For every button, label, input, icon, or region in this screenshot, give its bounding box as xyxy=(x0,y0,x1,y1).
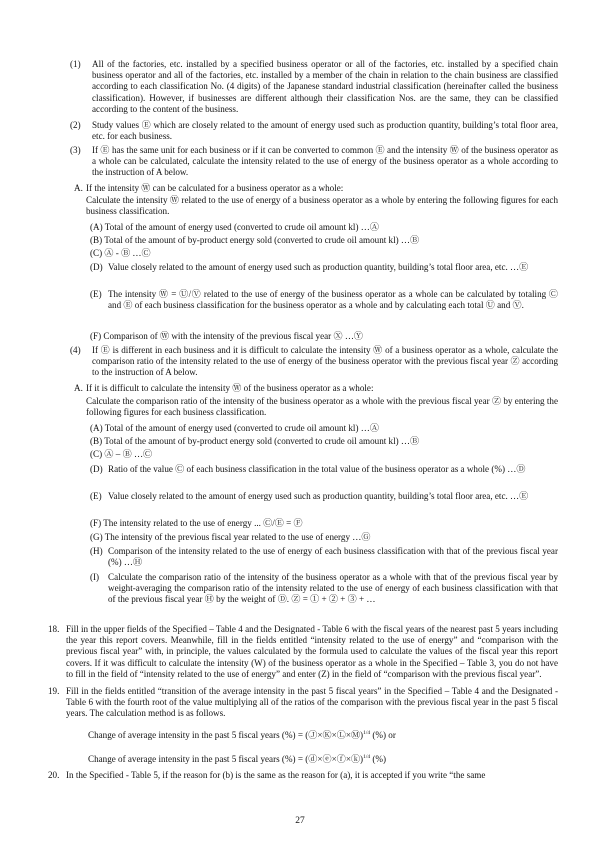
formula-body: (Ⓙ×Ⓚ×Ⓛ×Ⓜ) xyxy=(305,730,364,740)
list-label: (I) xyxy=(90,572,100,582)
subsection-body-4a: Calculate the comparison ratio of the intensity of the business operator as a whole with the previous fiscal year Ⓩ by entering the following figures for each business classification. xyxy=(86,396,558,418)
item-number: 19. xyxy=(48,686,60,696)
formula-2 xyxy=(88,752,558,765)
subsection-heading-4a: If it is difficult to calculate the intensity Ⓦ of the business operator as a whole: xyxy=(86,383,374,393)
list-label: (H) xyxy=(90,546,103,556)
list-item-4-A: (A) Total of the amount of energy used (converted to crude oil amount kl) …Ⓐ xyxy=(90,423,379,433)
formula-1 xyxy=(88,728,558,741)
formula-tail: (%) or xyxy=(370,730,396,740)
formula-body: (ⓓ×ⓔ×ⓕ×ⓚ) xyxy=(305,754,364,764)
list-item-4-C: (C) Ⓐ – Ⓑ …Ⓒ xyxy=(90,449,153,459)
formula-exponent: 1/4 xyxy=(363,754,371,760)
formula-lhs: Change of average intensity in the past 5 fiscal years (%) = xyxy=(88,730,306,740)
formula-exponent: 1/4 xyxy=(363,730,371,736)
list-item-4-E: Value closely related to the amount of energy used such as production quantity, building’s total floor area, etc. …Ⓔ xyxy=(108,491,529,501)
list-label: (D) xyxy=(90,464,103,474)
paragraph-3: If Ⓔ has the same unit for each business or if it can be converted to common Ⓔ and the intensity Ⓦ of the business operator as a whole can be calculated, calculate the intensity related to the use of energy of the business operator as a whole according to the instruction of A below. xyxy=(92,145,558,178)
item-number: (3) xyxy=(70,145,81,155)
paragraph-18: Fill in the upper fields of the Specified – Table 4 and the Designated - Table 6 with the fiscal years of the nearest past 5 years including the year this report covers. Meanwhile, fill in the fields entitled “intensity related to the use of energy” and “comparison with the previous fiscal year” with, in principle, the values calculated by the formula used to calculate the values of the fiscal year this report covers. If it was difficult to calculate the intensity (W) of the business operator as a whole in the Specified – Table 3, you do not have to fill in the field of “intensity related to the use of energy” and enter (Z) in the field of “comparison with the previous fiscal year”. xyxy=(66,624,558,679)
item-number: (1) xyxy=(70,59,81,69)
list-item-3-F: (F) Comparison of Ⓦ with the intensity of the previous fiscal year Ⓧ …Ⓨ xyxy=(90,331,364,341)
subsection-letter: A. xyxy=(74,383,83,393)
item-number: 18. xyxy=(48,624,60,634)
list-item-4-B: (B) Total of the amount of by-product energy sold (converted to crude oil amount kl) …Ⓑ xyxy=(90,436,420,446)
paragraph-4: If Ⓔ is different in each business and it is difficult to calculate the intensity Ⓦ of a business operator as a whole, calculate the comparison ratio of the intensity related to the use of energy of the business operator with the previous fiscal year Ⓩ according to the instruction of A below. xyxy=(92,345,558,378)
list-label: (E) xyxy=(90,491,102,501)
list-label: (D) xyxy=(90,262,103,272)
list-item-3-E: The intensity Ⓦ = Ⓤ/Ⓥ related to the use of energy of the business operator as a whole can be calculated by totaling Ⓒ and Ⓔ of each business classification for the business operator as a whole and by calculating each total Ⓤ and Ⓥ. xyxy=(108,289,558,311)
list-item-3-D: Value closely related to the amount of energy used such as production quantity, building’s total floor area, etc. …Ⓔ xyxy=(108,262,529,272)
item-number: (2) xyxy=(70,120,81,130)
subsection-body-3a: Calculate the intensity Ⓦ related to the use of energy of a business operator as a whole by entering the following figures for each business classification. xyxy=(86,195,558,217)
paragraph-1: All of the factories, etc. installed by a specified business operator or all of the factories, etc. installed by a specified chain business operator and all of the factories, etc. installed by a member of the chain in relation to the chain business are classified according to each classification No. (4 digits) of the Japanese standard industrial classification (hereinafter called the business classification). However, if businesses are different although their classification Nos. are the same, they can be classified according to the content of the business. xyxy=(92,59,558,114)
list-label: (E) xyxy=(90,289,102,299)
paragraph-19: Fill in the fields entitled “transition of the average intensity in the past 5 fiscal years” in the Specified – Table 4 and the Designated - Table 6 with the fourth root of the value multiplying all of the ratios of the comparison with the previous fiscal year in the past 5 fiscal years. The calculation method is as follows. xyxy=(66,686,558,719)
subsection-heading-3a: If the intensity Ⓦ can be calculated for a business operator as a whole: xyxy=(86,183,344,193)
paragraph-2: Study values Ⓔ which are closely related to the amount of energy used such as production quantity, building’s total floor area, etc. for each business. xyxy=(92,120,558,142)
formula-tail: (%) xyxy=(370,754,387,764)
subsection-letter: A. xyxy=(74,183,83,193)
page-number: 27 xyxy=(295,816,305,826)
list-item-3-B: (B) Total of the amount of by-product energy sold (converted to crude oil amount kl) …Ⓑ xyxy=(90,235,420,245)
list-item-4-I: Calculate the comparison ratio of the intensity of the business operator as a whole with that of the previous fiscal year by weight-averaging the comparison ratio of the intensity related to the use of energy of each business classification with that of the previous fiscal year Ⓗ by the weight of Ⓓ. Ⓩ = ① + ② + ③ + … xyxy=(108,572,558,605)
item-number: 20. xyxy=(48,770,60,780)
list-item-3-A: (A) Total of the amount of energy used (converted to crude oil amount kl) …Ⓐ xyxy=(90,222,379,232)
list-item-4-F: (F) The intensity related to the use of energy ... Ⓒ/Ⓔ = Ⓕ xyxy=(90,518,303,528)
formula-lhs: Change of average intensity in the past 5 fiscal years (%) = xyxy=(88,754,306,764)
list-item-4-D: Ratio of the value Ⓒ of each business classification in the total value of the business operator as a whole (%) …Ⓓ xyxy=(108,464,526,474)
list-item-4-G: (G) The intensity of the previous fiscal year related to the use of energy …Ⓖ xyxy=(90,532,371,542)
item-number: (4) xyxy=(70,345,81,355)
paragraph-20: In the Specified - Table 5, if the reason for (b) is the same as the reason for (a), it is accepted if you write “the same xyxy=(66,770,486,780)
list-item-4-H: Comparison of the intensity related to the use of energy of each business classification with that of the previous fiscal year (%) …Ⓗ xyxy=(108,546,558,568)
list-item-3-C: (C) Ⓐ - Ⓑ …Ⓒ xyxy=(90,248,151,258)
